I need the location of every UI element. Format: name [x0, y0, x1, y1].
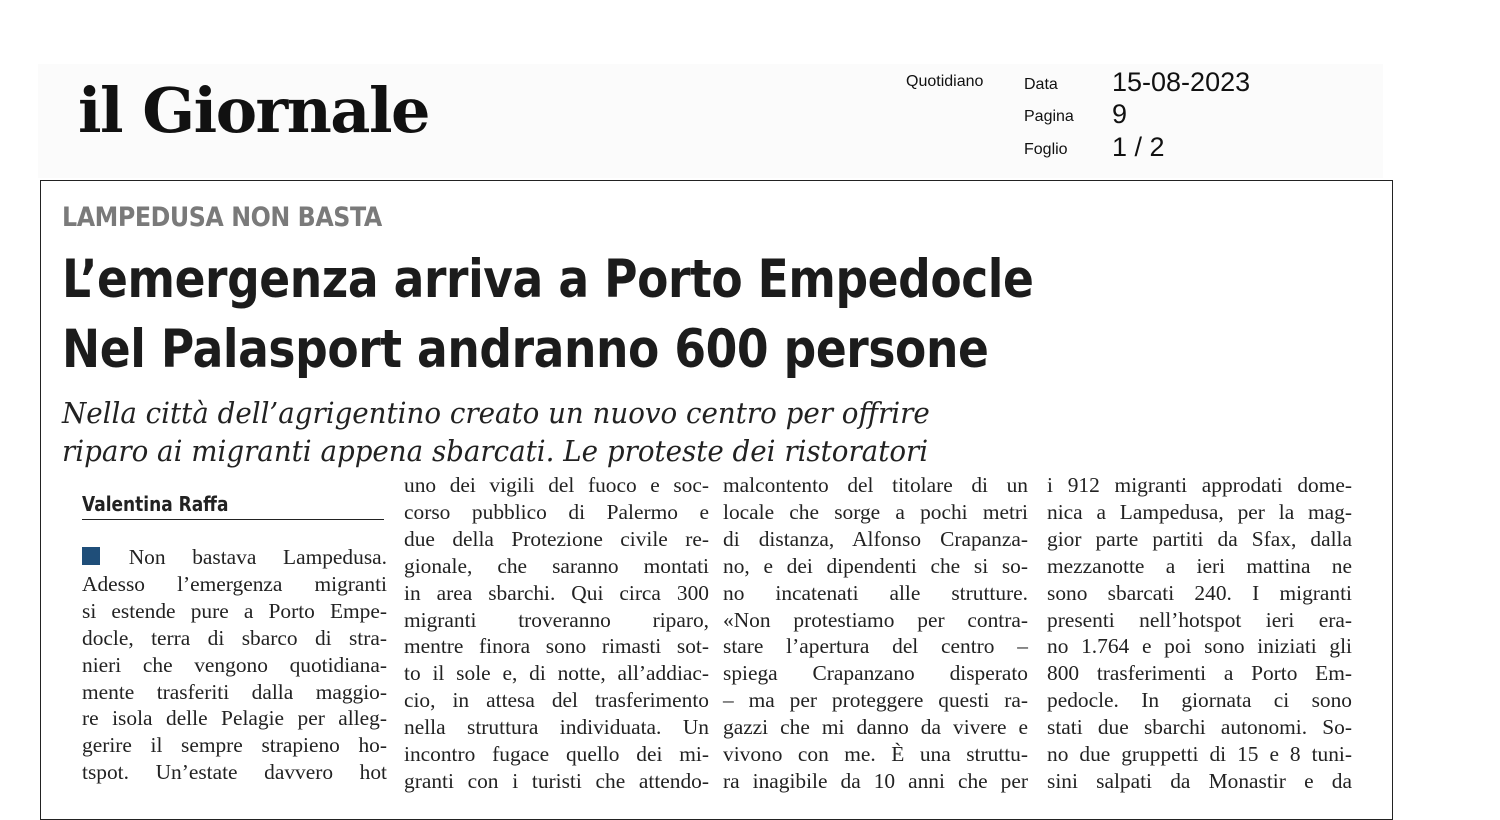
- text-line: locale che sorge a pochi metri: [723, 499, 1028, 524]
- headline-line: Nel Palasport andranno 600 persone: [62, 319, 989, 380]
- meta-page-value: 9: [1112, 99, 1128, 129]
- text-line: sini salpati da Monastir e da: [1047, 768, 1352, 793]
- text-line: 800 trasferimenti a Porto Em-: [1047, 661, 1352, 686]
- text-line: tspot. Un’estate davvero hot: [82, 760, 387, 785]
- text-line: uno dei vigili del fuoco e soc-: [404, 473, 709, 497]
- byline: Valentina Raffa: [82, 492, 229, 516]
- text-line: «Non protestiamo per contra-: [723, 607, 1028, 632]
- newspaper-logo: il Giornale: [78, 74, 429, 147]
- text-column-2: [404, 472, 709, 795]
- text-line-content: Non bastava Lampedusa.: [128, 545, 387, 569]
- meta-sheet-value: 1 / 2: [1112, 132, 1165, 162]
- text-column-1: [82, 544, 387, 786]
- text-line: nieri che vengono quotidiana-: [82, 652, 387, 677]
- text-line: re isola delle Pelagie per alleg-: [82, 706, 387, 731]
- article-subheadline: [62, 394, 1113, 470]
- text-line: mezzanotte a ieri mattina ne: [1047, 553, 1352, 578]
- meta-date-label: Data: [1024, 76, 1058, 93]
- text-line: incontro fugace quello dei mi-: [404, 742, 709, 767]
- subheadline-line: Nella città dell’agrigentino creato un nuovo centro per offrire: [62, 396, 930, 430]
- byline-rule: [82, 519, 384, 520]
- text-line: Adesso l’emergenza migranti: [82, 571, 387, 596]
- text-line: to il sole e, di notte, all’addiac-: [404, 661, 709, 686]
- text-line: – ma per proteggere questi ra-: [723, 688, 1028, 713]
- publication-type: Quotidiano: [906, 73, 984, 90]
- text-line: mente trasferiti dalla maggio-: [82, 679, 387, 704]
- text-line: no, e dei dipendenti che si so-: [723, 553, 1028, 578]
- lead-square-icon: [82, 547, 100, 565]
- text-line: no due gruppetti di 15 e 8 tuni-: [1047, 742, 1352, 767]
- text-line: malcontento del titolare di un: [723, 473, 1028, 497]
- text-line: pedocle. In giornata ci sono: [1047, 688, 1352, 713]
- text-line: spiega Crapanzano disperato: [723, 661, 1028, 686]
- text-line: gazzi che mi danno da vivere e: [723, 715, 1028, 740]
- text-line: stare l’apertura del centro –: [723, 634, 1028, 659]
- text-line: granti con i turisti che attendo-: [404, 768, 709, 793]
- text-line: di distanza, Alfonso Crapanza-: [723, 526, 1028, 551]
- text-line: gerire il sempre strapieno ho-: [82, 733, 387, 758]
- text-line: stati due sbarchi autonomi. So-: [1047, 715, 1352, 740]
- text-line: due della Protezione civile re-: [404, 526, 709, 551]
- text-line: no incatenati alle strutture.: [723, 580, 1028, 605]
- meta-page-label: Pagina: [1024, 108, 1074, 125]
- text-line: nella struttura individuata. Un: [404, 715, 709, 740]
- text-line: ra inagibile da 10 anni che per: [723, 768, 1028, 793]
- headline-line: L’emergenza arriva a Porto Empedocle: [62, 249, 1034, 310]
- article-kicker: LAMPEDUSA NON BASTA: [62, 202, 382, 233]
- text-line: mentre finora sono rimasti sot-: [404, 634, 709, 659]
- text-line: [82, 544, 387, 571]
- text-line: migranti troveranno riparo,: [404, 607, 709, 632]
- subheadline-line: riparo ai migranti appena sbarcati. Le proteste dei ristoratori: [62, 434, 929, 468]
- text-line: gior parte partiti da Sfax, dalla: [1047, 526, 1352, 551]
- text-line: si estende pure a Porto Empe-: [82, 598, 387, 623]
- text-line: presenti nell’hotspot ieri era-: [1047, 607, 1352, 632]
- meta-date-value: 15-08-2023: [1112, 67, 1251, 97]
- text-line: nica a Lampedusa, per la mag-: [1047, 499, 1352, 524]
- text-line: in area sbarchi. Qui circa 300: [404, 580, 709, 605]
- text-line: corso pubblico di Palermo e: [404, 499, 709, 524]
- text-line: sono sbarcati 240. I migranti: [1047, 580, 1352, 605]
- text-line: docle, terra di sbarco di stra-: [82, 625, 387, 650]
- text-line: gionale, che saranno montati: [404, 553, 709, 578]
- text-line: i 912 migranti approdati dome-: [1047, 473, 1352, 497]
- text-column-4: [1047, 472, 1352, 795]
- article-headline: [62, 245, 1180, 385]
- text-line: cio, in attesa del trasferimento: [404, 688, 709, 713]
- text-line: vivono con me. È una struttu-: [723, 742, 1028, 767]
- text-line: no 1.764 e poi sono iniziati gli: [1047, 634, 1352, 659]
- meta-sheet-label: Foglio: [1024, 141, 1068, 158]
- text-column-3: [723, 472, 1028, 795]
